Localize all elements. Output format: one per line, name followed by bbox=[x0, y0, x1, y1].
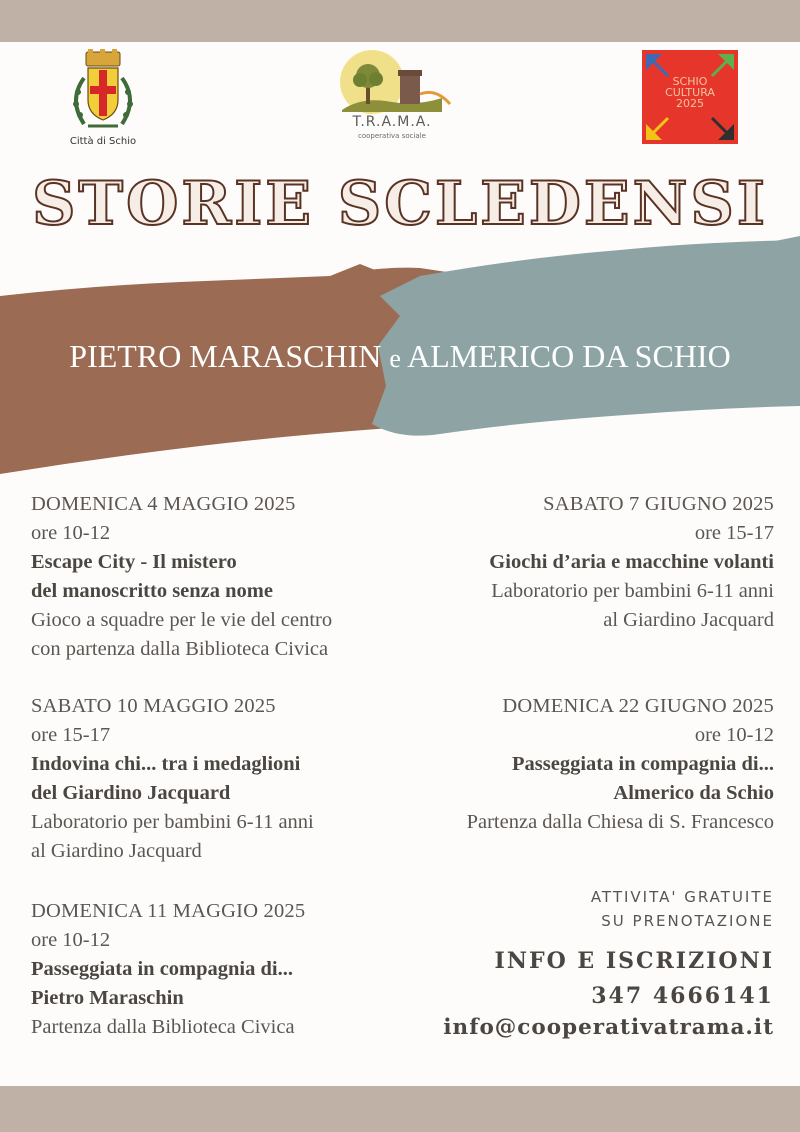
event-card bbox=[31, 897, 391, 1042]
citta-di-schio-label: Città di Schio bbox=[69, 136, 137, 147]
event-date: SABATO 7 GIUGNO 2025 bbox=[543, 493, 774, 515]
event-date: DOMENICA 22 GIUGNO 2025 bbox=[502, 695, 774, 717]
event-card bbox=[414, 490, 774, 635]
event-description: Laboratorio per bambini 6-11 anni al Giardino Jacquard bbox=[31, 811, 314, 862]
event-hours: ore 15-17 bbox=[31, 724, 111, 746]
event-date: DOMENICA 11 MAGGIO 2025 bbox=[31, 900, 306, 922]
subtitle-conjunction: e bbox=[389, 344, 401, 373]
event-card bbox=[31, 692, 391, 866]
protagonists-subtitle bbox=[0, 338, 800, 375]
event-description: Partenza dalla Biblioteca Civica bbox=[31, 1016, 295, 1038]
info-heading: INFO E ISCRIZIONI bbox=[494, 948, 774, 974]
subtitle-part-1: PIETRO MARASCHIN bbox=[69, 338, 382, 374]
event-description: Gioco a squadre per le vie del centro con partenza dalla Biblioteca Civica bbox=[31, 609, 333, 660]
event-title: Escape City - Il mistero del manoscritto senza nome bbox=[31, 551, 273, 602]
trama-name: T.R.A.M.A. bbox=[352, 114, 432, 130]
cultura-line-2: CULTURA bbox=[665, 86, 715, 99]
event-title: Passeggiata in compagnia di... Almerico da Schio bbox=[512, 753, 774, 804]
cultura-text bbox=[642, 76, 738, 109]
event-hours: ore 10-12 bbox=[31, 522, 111, 544]
cultura-line-3: 2025 bbox=[676, 97, 704, 110]
event-hours: ore 10-12 bbox=[694, 724, 774, 746]
trama-subtitle: cooperativa sociale bbox=[358, 132, 426, 140]
page-title: STORIE SCLEDENSI bbox=[32, 169, 768, 239]
citta-di-schio-logo bbox=[58, 48, 148, 158]
trama-logo bbox=[332, 48, 452, 148]
top-band bbox=[0, 0, 800, 42]
event-title: Passeggiata in compagnia di... Pietro Maraschin bbox=[31, 958, 293, 1009]
event-hours: ore 15-17 bbox=[694, 522, 774, 544]
event-description: Laboratorio per bambini 6-11 anni al Giardino Jacquard bbox=[491, 580, 774, 631]
event-title: Giochi d’aria e macchine volanti bbox=[489, 551, 774, 573]
tree-and-castle-icon bbox=[332, 48, 452, 114]
email-address[interactable]: info@cooperativatrama.it bbox=[443, 1015, 774, 1040]
subtitle-part-2: ALMERICO DA SCHIO bbox=[407, 338, 731, 374]
event-hours: ore 10-12 bbox=[31, 929, 111, 951]
event-date: DOMENICA 4 MAGGIO 2025 bbox=[31, 493, 296, 515]
event-title: Indovina chi... tra i medaglioni del Giardino Jacquard bbox=[31, 753, 301, 804]
phone-number[interactable]: 347 4666141 bbox=[591, 983, 774, 1009]
schio-cultura-2025-logo bbox=[642, 50, 738, 144]
coat-of-arms-icon bbox=[58, 48, 148, 136]
free-activities-note: ATTIVITA' GRATUITE SU PRENOTAZIONE bbox=[590, 888, 774, 930]
event-card bbox=[414, 692, 774, 837]
event-description: Partenza dalla Chiesa di S. Francesco bbox=[466, 811, 774, 833]
bottom-band bbox=[0, 1086, 800, 1132]
event-date: SABATO 10 MAGGIO 2025 bbox=[31, 695, 276, 717]
event-card bbox=[31, 490, 391, 664]
cultura-line-1: SCHIO bbox=[672, 75, 708, 88]
